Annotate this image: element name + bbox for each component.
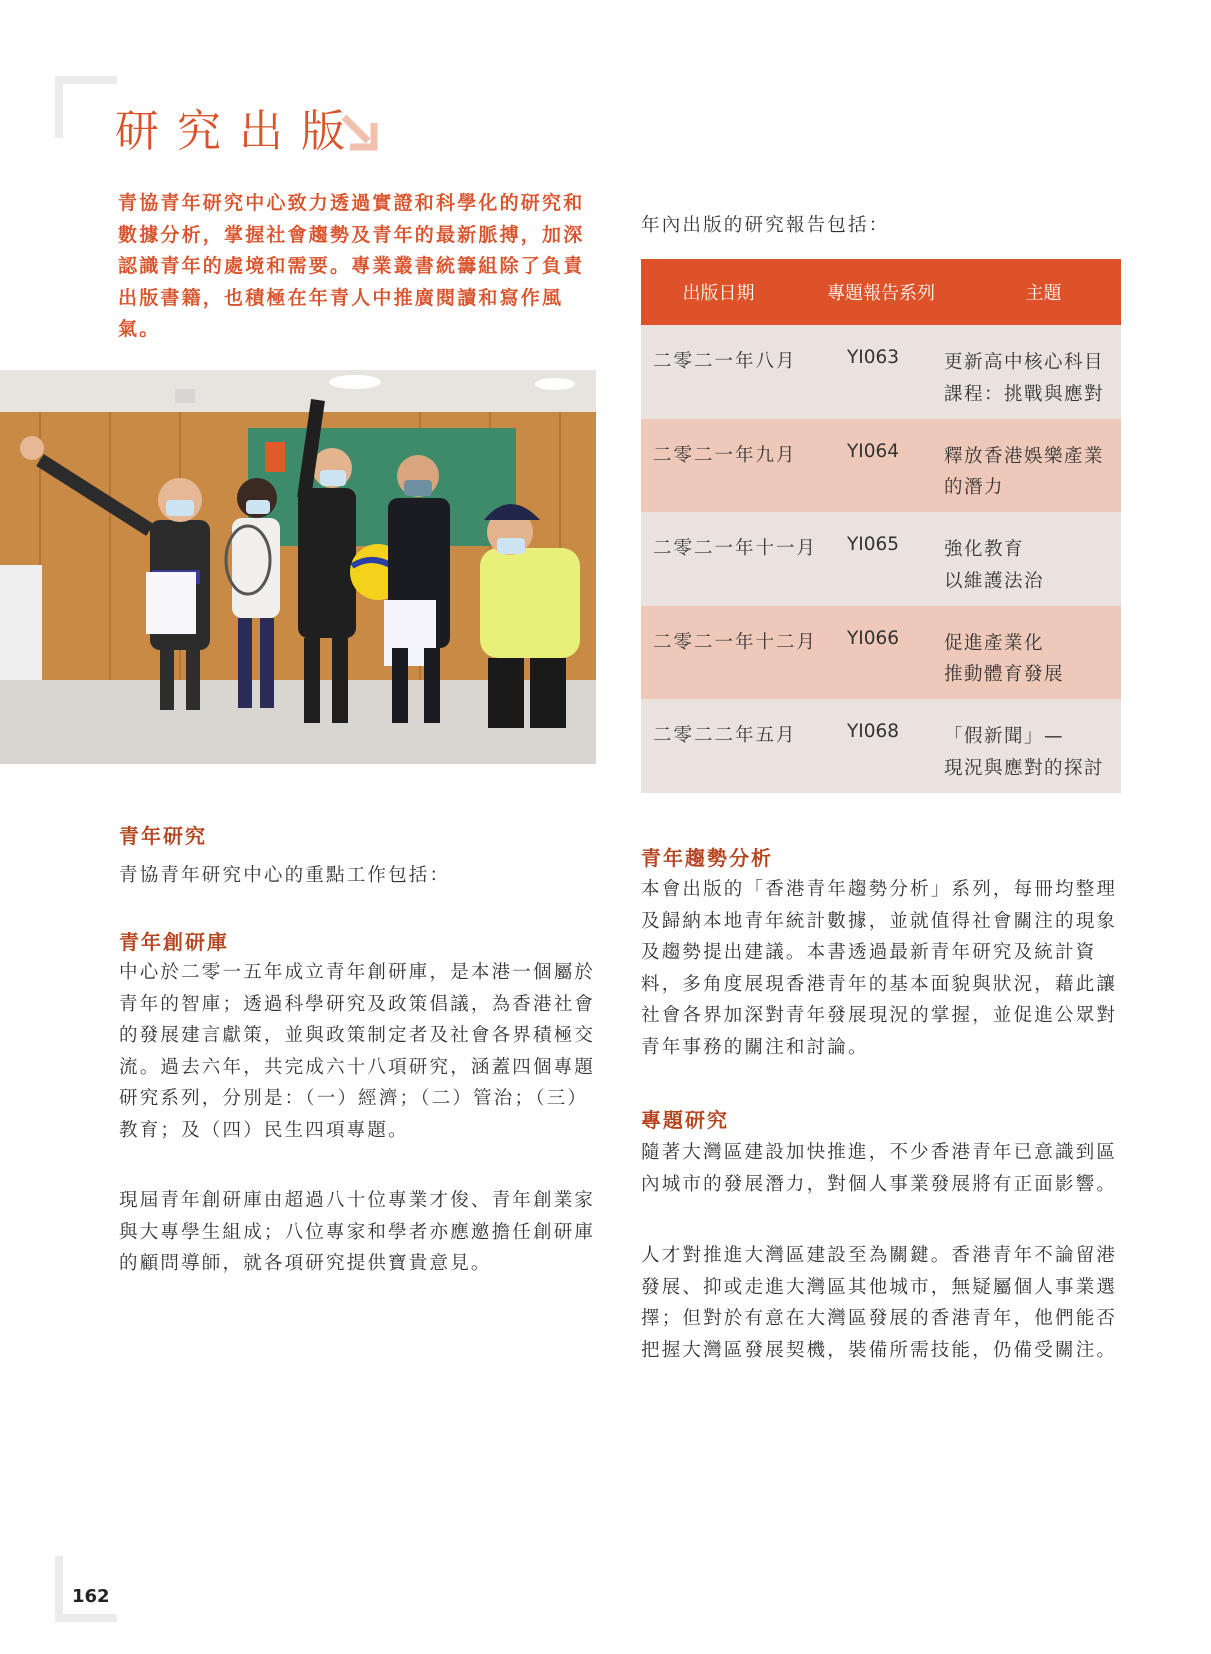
youth-research-heading: 青年研究: [119, 824, 207, 848]
group-photo-illustration: [0, 370, 596, 764]
topical-paragraph-2: 人才對推進大灣區建設至為關鍵。香港青年不論留港發展、抑或走進大灣區其他城市，無疑屬個人事業選擇；但對於有意在大灣區發展的香港青年，他們能否把握大灣區發展契機，裝備所需技能，仍備受關注。: [641, 1245, 1118, 1361]
row-date: 二零二一年九月: [653, 444, 797, 466]
row-topic: [932, 512, 1121, 606]
row-topic-line1: 釋放香港娛樂產業: [944, 445, 1105, 467]
group-photo: [0, 370, 596, 764]
arrow-down-right-icon: [340, 113, 378, 151]
youth-research-text: 青協青年研究中心的重點工作包括：: [119, 865, 451, 886]
page-number: 162: [72, 1586, 110, 1607]
header-series: 專題報告系列: [827, 283, 935, 304]
row-code: YI068: [847, 721, 900, 742]
row-code: YI065: [847, 534, 900, 555]
think-tank-paragraph-1: 中心於二零一五年成立青年創研庫，是本港一個屬於青年的智庫；透過科學研究及政策倡議，為香港社會的發展建言獻策，並與政策制定者及社會各界積極交流。過去六年，共完成六十八項研究，涵蓋四個專題研究系列，分別是：（一）經濟；（二）管治；（三）教育；及（四）民生四項專題。: [119, 962, 596, 1141]
row-topic: [932, 325, 1121, 419]
row-date: 二零二二年五月: [653, 725, 797, 746]
row-code: YI064: [847, 440, 900, 462]
row-topic-line1: 「假新聞」—: [944, 726, 1065, 747]
row-date: 二零二一年十一月: [653, 538, 818, 559]
think-tank-heading: 青年創研庫: [119, 930, 229, 954]
corner-frame-top: [55, 76, 117, 138]
page-title: 研究出版: [115, 106, 363, 157]
row-topic-line2: 的潛力: [944, 477, 1005, 498]
row-date: 二零二一年八月: [653, 351, 797, 372]
topical-heading: 專題研究: [641, 1108, 729, 1132]
row-topic-line1: 強化教育: [944, 539, 1025, 560]
row-topic: [932, 606, 1121, 700]
table-row: [641, 606, 1121, 700]
row-topic-line2: 以維護法治: [944, 570, 1045, 592]
table-row: [641, 699, 1121, 793]
row-topic-line2: 課程：挑戰與應對: [944, 383, 1105, 405]
row-topic-line1: 促進產業化: [944, 632, 1045, 654]
header-topic: 主題: [1025, 283, 1062, 304]
header-date: 出版日期: [682, 283, 755, 304]
table-intro: 年內出版的研究報告包括：: [641, 215, 890, 236]
row-topic-line1: 更新高中核心科目: [944, 352, 1105, 373]
report-table-header: [641, 259, 1121, 325]
row-code: YI066: [847, 627, 900, 649]
row-date: 二零二一年十二月: [653, 631, 818, 653]
table-row: [641, 512, 1121, 606]
row-code: YI063: [847, 347, 900, 368]
think-tank-paragraph-2: 現屆青年創研庫由超過八十位專業才俊、青年創業家與大專學生組成；八位專家和學者亦應邀擔任創研庫的顧問導師，就各項研究提供寶貴意見。: [119, 1190, 596, 1274]
report-table: [641, 259, 1121, 793]
row-topic-line2: 現況與應對的探討: [944, 757, 1105, 779]
table-row: [641, 325, 1121, 419]
trend-heading: 青年趨勢分析: [641, 846, 773, 870]
row-topic: [932, 419, 1121, 513]
trend-text: 本會出版的「香港青年趨勢分析」系列，每冊均整理及歸納本地青年統計數據，並就值得社會關注的現象及趨勢提出建議。本書透過最新青年研究及統計資料，多角度展現香港青年的基本面貌與狀況，藉此讓社會各界加深對青年發展現況的掌握，並促進公眾對青年事務的關注和討論。: [641, 879, 1118, 1058]
intro-text: 青協青年研究中心致力透過實證和科學化的研究和數據分析，掌握社會趨勢及青年的最新脈搏，加深認識青年的處境和需要。專業叢書統籌組除了負責出版書籍，也積極在年青人中推廣閱讀和寫作風氣。: [118, 192, 585, 340]
row-topic: [932, 699, 1121, 793]
row-topic-line2: 推動體育發展: [944, 664, 1065, 685]
topical-paragraph-1: 隨著大灣區建設加快推進，不少香港青年已意識到區內城市的發展潛力，對個人事業發展將有正面影響。: [641, 1142, 1118, 1195]
table-row: [641, 419, 1121, 513]
